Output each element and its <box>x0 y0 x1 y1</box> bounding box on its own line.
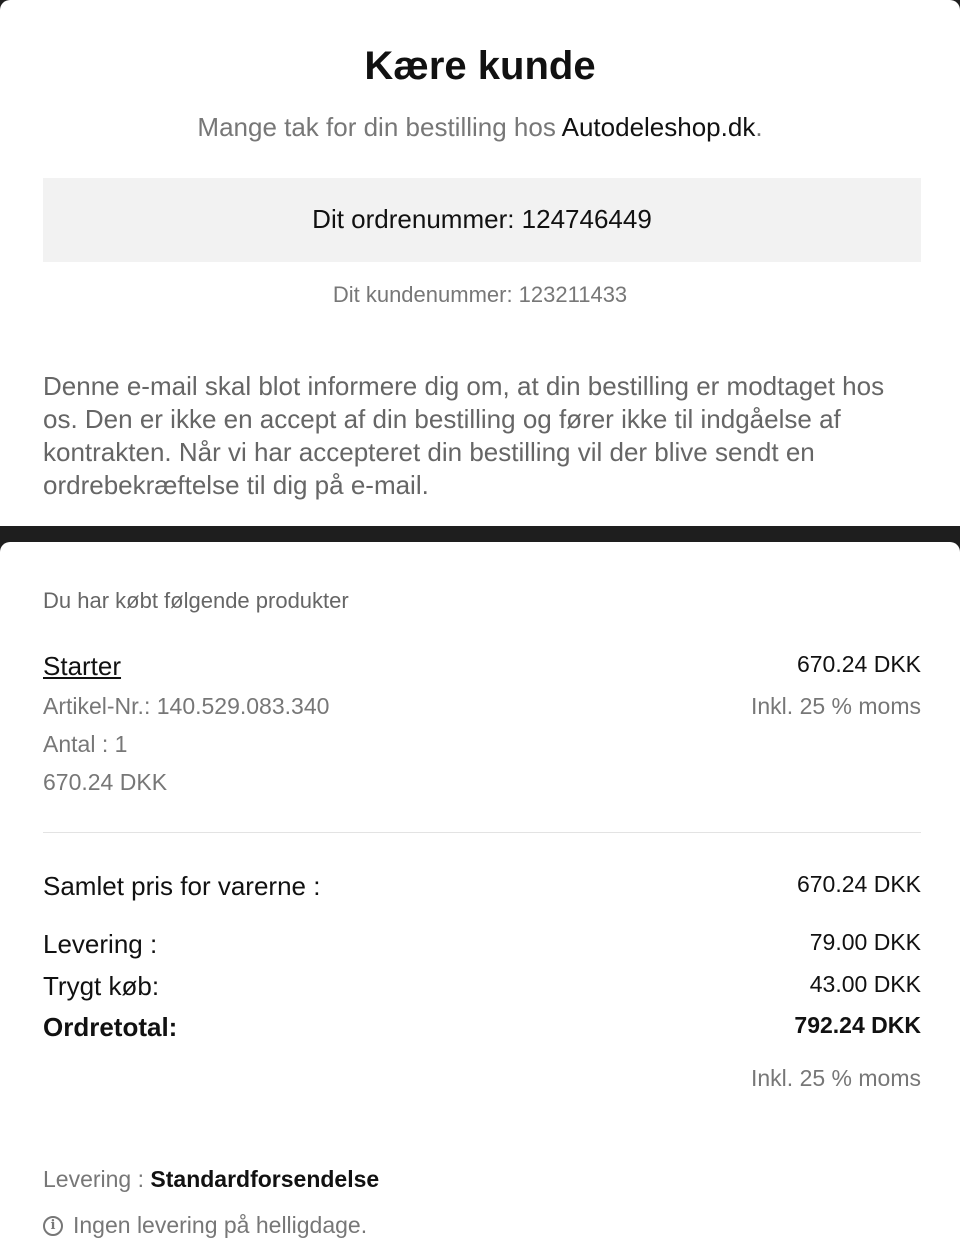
info-paragraph: Denne e-mail skal blot informere dig om, at din bestilling er modtaget hos os. Den er ikke en accept af din bestilling og fører ikke til indgåelse af kontrakten. Når vi har accepteret din bestilling vil der blive sendt en ordrebekræftelse til dig på e-mail. <box>43 371 885 500</box>
page-title: Kære kunde <box>364 44 596 88</box>
safe-purchase-value: 43.00 DKK <box>809 971 921 997</box>
product-quantity: Antal : 1 <box>43 731 128 757</box>
shipping-method-name: Standardforsendelse <box>150 1166 380 1192</box>
products-section-label: Du har købt følgende produkter <box>43 588 349 613</box>
order-total-label: Ordretotal: <box>43 1012 178 1042</box>
email-header-card <box>0 0 960 526</box>
order-number: Dit ordrenummer: 124746449 <box>312 204 652 234</box>
safe-purchase-label: Trygt køb: <box>43 971 160 1001</box>
shipping-label: Levering : <box>43 1166 151 1192</box>
shipping-method <box>43 1166 379 1193</box>
product-line-price: 670.24 DKK <box>43 769 168 795</box>
product-article-number: Artikel-Nr.: 140.529.083.340 <box>43 693 330 719</box>
holiday-notice-text: Ingen levering på helligdage. <box>73 1212 368 1238</box>
thanks-suffix: . <box>755 112 763 142</box>
delivery-cost-value: 79.00 DKK <box>809 929 921 955</box>
holiday-notice <box>43 1212 367 1239</box>
product-price: 670.24 DKK <box>796 651 921 677</box>
thanks-prefix: Mange tak for din bestilling hos <box>197 112 562 142</box>
product-vat-note: Inkl. 25 % moms <box>751 693 921 719</box>
order-total-value: 792.24 DKK <box>794 1012 921 1038</box>
total-vat-note: Inkl. 25 % moms <box>751 1065 921 1091</box>
info-icon: i <box>43 1216 63 1236</box>
product-link-starter[interactable]: Starter <box>43 651 122 681</box>
subtotal-value: 670.24 DKK <box>796 871 921 897</box>
divider <box>43 832 921 833</box>
customer-number: Dit kundenummer: 123211433 <box>332 282 628 307</box>
thanks-message <box>0 112 960 143</box>
subtotal-label: Samlet pris for varerne : <box>43 871 321 901</box>
shop-name: Autodeleshop.dk <box>561 112 756 142</box>
delivery-cost-label: Levering : <box>43 929 158 959</box>
order-number-box <box>43 178 921 262</box>
